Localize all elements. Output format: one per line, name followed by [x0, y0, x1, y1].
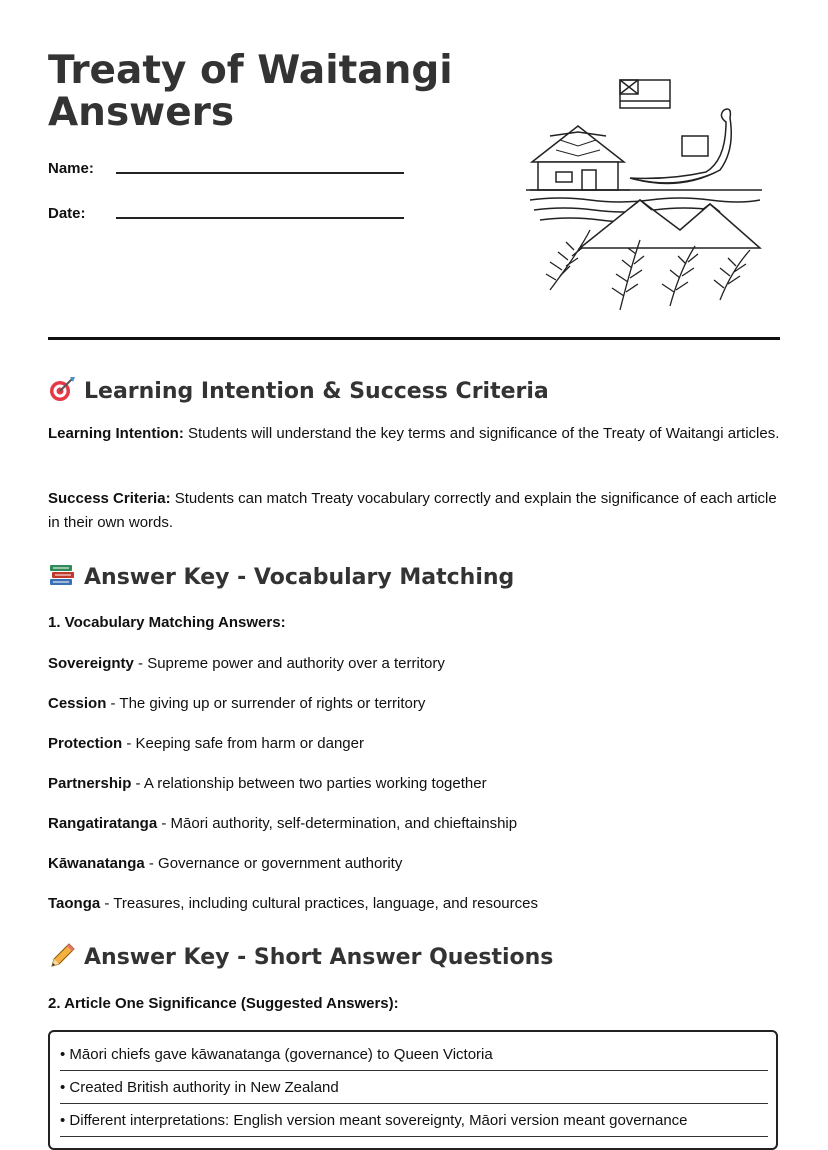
- success-criteria-text: Students can match Treaty vocabulary correctly and explain the significance of each article in their own words.: [48, 490, 777, 531]
- header-divider: [48, 337, 780, 340]
- flag-icon: [620, 80, 670, 108]
- learning-intention-text: Students will understand the key terms and significance of the Treaty of Waitangi articles.: [183, 425, 780, 442]
- worksheet-page: [48, 0, 780, 1129]
- date-label: Date:: [48, 205, 86, 222]
- answer-line: • Created British authority in New Zealand: [60, 1075, 768, 1104]
- wharenui-icon: [530, 126, 630, 190]
- books-icon: [48, 562, 76, 588]
- vocab-term: Taonga: [48, 895, 101, 912]
- vocab-subheading: 1. Vocabulary Matching Answers:: [48, 614, 286, 631]
- name-field: [48, 160, 94, 177]
- vocab-term: Kāwanatanga: [48, 855, 145, 872]
- answers-box: [48, 1030, 778, 1150]
- vocab-item-rangatiratanga: [48, 815, 517, 832]
- target-icon: [48, 376, 76, 402]
- date-line[interactable]: [116, 217, 404, 219]
- vocab-definition: - A relationship between two parties working together: [131, 775, 487, 792]
- vocab-item-sovereignty: [48, 655, 445, 672]
- vocab-term: Sovereignty: [48, 655, 134, 672]
- vocab-definition: - The giving up or surrender of rights or territory: [106, 695, 426, 712]
- mountains-icon: [580, 200, 760, 248]
- treaty-illustration: [520, 70, 770, 320]
- date-field: [48, 205, 86, 222]
- answer-line: • Different interpretations: English version meant sovereignty, Māori version meant governance: [60, 1108, 768, 1137]
- vocab-term: Protection: [48, 735, 123, 752]
- pencil-icon: [48, 942, 76, 968]
- vocab-heading-text: Answer Key - Vocabulary Matching: [84, 565, 515, 590]
- learning-intention: [48, 422, 780, 446]
- vocab-definition: - Treasures, including cultural practices, language, and resources: [100, 895, 538, 912]
- vocab-item-kawanatanga: [48, 855, 402, 872]
- success-criteria-label: Success Criteria:: [48, 490, 171, 507]
- vocab-definition: - Keeping safe from harm or danger: [122, 735, 364, 752]
- vocab-item-protection: [48, 735, 364, 752]
- vocab-term: Rangatiratanga: [48, 815, 158, 832]
- short-answer-subheading: 2. Article One Significance (Suggested Answers):: [48, 995, 399, 1012]
- success-criteria: [48, 487, 780, 535]
- worksheet-header: [48, 0, 780, 340]
- learning-intention-label: Learning Intention:: [48, 425, 184, 442]
- vocab-item-taonga: [48, 895, 538, 912]
- vocab-term: Cession: [48, 695, 107, 712]
- vocab-term: Partnership: [48, 775, 132, 792]
- vocab-heading: [48, 562, 514, 590]
- name-label: Name:: [48, 160, 94, 177]
- title-line-2: Answers: [48, 90, 235, 135]
- learning-heading-text: Learning Intention & Success Criteria: [84, 379, 549, 404]
- waka-icon: [630, 109, 731, 183]
- vocab-definition: - Supreme power and authority over a territory: [133, 655, 445, 672]
- title-line-1: Treaty of Waitangi: [48, 48, 453, 93]
- name-line[interactable]: [116, 172, 404, 174]
- learning-heading: [48, 376, 549, 404]
- vocab-item-cession: [48, 695, 425, 712]
- vocab-item-partnership: [48, 775, 487, 792]
- short-answer-heading: [48, 942, 553, 970]
- vocab-definition: - Māori authority, self-determination, and chieftainship: [157, 815, 518, 832]
- vocab-definition: - Governance or government authority: [144, 855, 403, 872]
- page-title: [48, 50, 468, 134]
- answer-line: • Māori chiefs gave kāwanatanga (governance) to Queen Victoria: [60, 1042, 768, 1071]
- short-answer-heading-text: Answer Key - Short Answer Questions: [84, 945, 554, 970]
